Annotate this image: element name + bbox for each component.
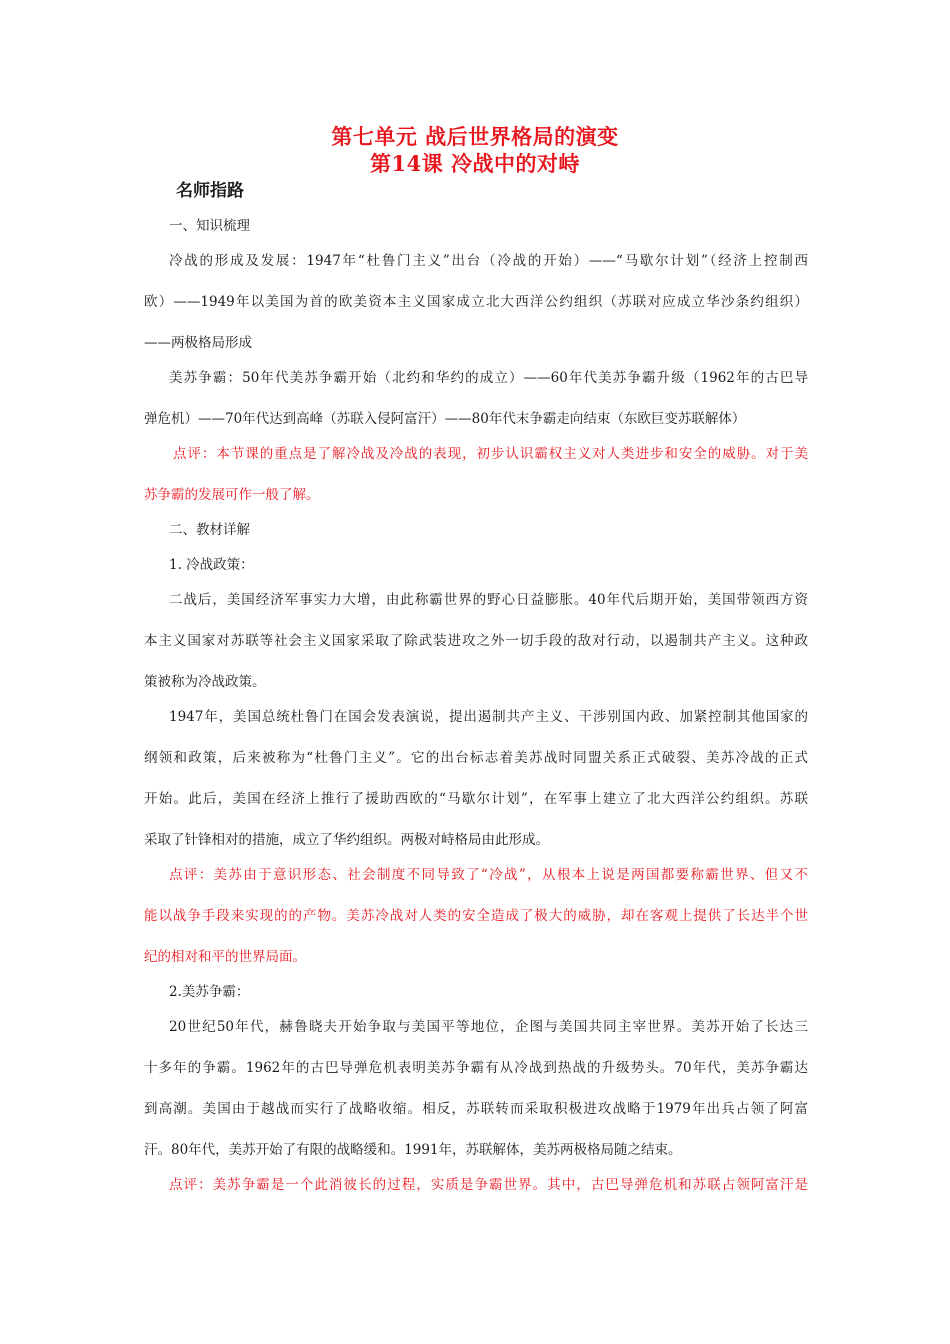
paragraph-line: 十多年的争霸。1962年的古巴导弹危机表明美苏争霸有从冷战到热战的升级势头。70年代，美苏争霸达 <box>144 1060 808 1076</box>
paragraph-line: 20世纪50年代，赫鲁晓夫开始争取与美国平等地位，企图与美国共同主宰世界。美苏开始了长达三 <box>169 1019 808 1035</box>
comment-line: 苏争霸的发展可作一般了解。 <box>144 487 320 503</box>
paragraph-line: 1947年，美国总统杜鲁门在国会发表演说，提出遏制共产主义、干涉别国内政、加紧控制其他国家的 <box>169 709 808 725</box>
paragraph-line: 冷战的形成及发展：1947年“杜鲁门主义”出台（冷战的开始）——“马歇尔计划”（经济上控制西 <box>169 253 808 269</box>
comment-line: 能以战争手段来实现的的产物。美苏冷战对人类的安全造成了极大的威胁，却在客观上提供了长达半个世 <box>144 908 808 924</box>
paragraph-line: 美苏争霸：50年代美苏争霸开始（北约和华约的成立）——60年代美苏争霸升级（1962年的古巴导 <box>169 370 808 386</box>
paragraph-line: 二战后，美国经济军事实力大增，由此称霸世界的野心日益膨胀。40年代后期开始，美国带领西方资 <box>169 592 808 608</box>
paragraph-line: 欧）——1949年以美国为首的欧美资本主义国家成立北大西洋公约组织（苏联对应成立华沙条约组织） <box>144 294 808 310</box>
comment-line: 纪的相对和平的世界局面。 <box>144 949 306 965</box>
comment-line: 点评：美苏争霸是一个此消彼长的过程，实质是争霸世界。其中，古巴导弹危机和苏联占领阿富汗是 <box>169 1177 808 1193</box>
section-title: 名师指路 <box>176 181 244 201</box>
comment-line: 点评：美苏由于意识形态、社会制度不同导致了“冷战”，从根本上说是两国都要称霸世界、但又不 <box>169 867 808 883</box>
subheading: 2.美苏争霸： <box>169 984 250 1000</box>
subheading: 1. 冷战政策： <box>169 557 254 573</box>
comment-line: 点评：本节课的重点是了解冷战及冷战的表现，初步认识霸权主义对人类进步和安全的威胁。对于美 <box>173 446 808 462</box>
paragraph-line: 策被称为冷战政策。 <box>144 674 266 690</box>
unit-title: 第七单元 战后世界格局的演变 <box>331 124 619 149</box>
paragraph-line: ——两极格局形成 <box>144 335 252 351</box>
paragraph-line: 到高潮。美国由于越战而实行了战略收缩。相反，苏联转而采取积极进攻战略于1979年出兵占领了阿富 <box>144 1101 808 1117</box>
paragraph-line: 纲领和政策，后来被称为“杜鲁门主义”。它的出台标志着美苏战时同盟关系正式破裂、美苏冷战的正式 <box>144 750 808 766</box>
paragraph-line: 本主义国家对苏联等社会主义国家采取了除武装进攻之外一切手段的敌对行动，以遏制共产主义。这种政 <box>144 633 808 649</box>
paragraph-line: 弹危机）——70年代达到高峰（苏联入侵阿富汗）——80年代末争霸走向结束（东欧巨变苏联解体） <box>144 411 746 427</box>
paragraph-line: 开始。此后，美国在经济上推行了援助西欧的“马歇尔计划”，在军事上建立了北大西洋公约组织。苏联 <box>144 791 808 807</box>
paragraph-line: 采取了针锋相对的措施，成立了华约组织。两极对峙格局由此形成。 <box>144 832 549 848</box>
part2-heading: 二、教材详解 <box>169 522 250 538</box>
part1-heading: 一、知识梳理 <box>169 218 250 234</box>
lesson-title: 第14课 冷战中的对峙 <box>369 151 581 176</box>
paragraph-line: 汗。80年代，美苏开始了有限的战略缓和。1991年，苏联解体，美苏两极格局随之结束。 <box>144 1142 682 1158</box>
